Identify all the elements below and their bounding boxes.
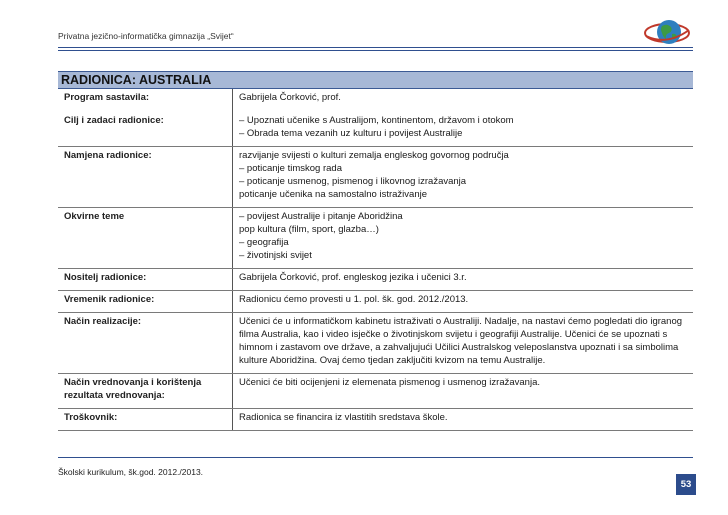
row-value-line: Učenici će biti ocijenjeni iz elemenata pismenog i usmenog izražavanja. xyxy=(239,377,540,388)
row-value-line: – Upoznati učenike s Australijom, kontinentom, državom i otokom xyxy=(239,115,514,126)
header-divider xyxy=(58,47,693,48)
row-label: Nositelj radionice: xyxy=(58,269,233,291)
table-row xyxy=(58,147,693,208)
row-value xyxy=(233,112,694,147)
row-value-line: Gabrijela Čorković, prof. engleskog jezika i učenici 3.r. xyxy=(239,272,467,283)
row-value xyxy=(233,291,694,313)
table-row xyxy=(58,269,693,291)
row-value xyxy=(233,269,694,291)
table-row xyxy=(58,374,693,409)
row-value-line: Radionica se financira iz vlastitih sredstava škole. xyxy=(239,412,448,423)
table-row xyxy=(58,291,693,313)
row-label: Način realizacije: xyxy=(58,313,233,374)
header-divider-secondary xyxy=(58,50,693,51)
workshop-title: RADIONICA: AUSTRALIA xyxy=(61,73,212,87)
row-label: Vremenik radionice: xyxy=(58,291,233,313)
table-row xyxy=(58,208,693,269)
row-value-line: – Obrada tema vezanih uz kulturu i povijest Australije xyxy=(239,128,463,139)
row-value xyxy=(233,313,694,374)
row-value-line: – poticanje usmenog, pismenog i likovnog izražavanja xyxy=(239,176,467,187)
table-row xyxy=(58,89,693,112)
row-value-line: Radionicu ćemo provesti u 1. pol. šk. god. 2012./2013. xyxy=(239,294,469,305)
row-label: Program sastavila: xyxy=(64,92,150,103)
table-row xyxy=(58,313,693,374)
row-value xyxy=(233,89,694,112)
row-value-line: poticanje učenika na samostalno istraživanje xyxy=(239,189,427,200)
row-value-line: Učenici će u informatičkom kabinetu istraživati o Australiji. Nadalje, na nastavi ćemo pogledati dio igranog filma Australia, kao i video isječke o životinjskom svijetu i geografiji Australije. Učenici će se upoznati s himnom i zastavom ove države, a zahvaljujući Učilici Australskog veleposlanstva upoznati i sa simbolima kulture Aboridžina. Ovaj ćemo tjedan zaključiti kvizom na temu Australije. xyxy=(239,316,683,366)
row-value-line: – životinjski svijet xyxy=(239,250,312,261)
row-value-line: – geografija xyxy=(239,237,289,248)
globe-logo-icon xyxy=(643,12,691,52)
row-value xyxy=(233,409,694,431)
row-label: Namjena radionice: xyxy=(58,147,233,208)
row-label: Troškovnik: xyxy=(58,409,233,431)
footer-divider xyxy=(58,457,693,458)
page-number: 53 xyxy=(676,474,696,495)
row-value xyxy=(233,208,694,269)
school-name: Privatna jezično-informatička gimnazija „Svijet“ xyxy=(58,31,234,41)
row-value xyxy=(233,147,694,208)
workshop-title-bar xyxy=(58,71,693,89)
row-label: Cilj i zadaci radionice: xyxy=(58,112,233,147)
row-value-line: Gabrijela Čorković, prof. xyxy=(239,92,341,103)
table-row xyxy=(58,112,693,147)
row-label: Način vrednovanja i korištenja rezultata vrednovanja: xyxy=(58,374,233,409)
row-value-line: – povijest Australije i pitanje Aboridžina xyxy=(239,211,403,222)
table-row xyxy=(58,409,693,431)
row-value-line: pop kultura (film, sport, glazba…) xyxy=(239,224,379,235)
row-value xyxy=(233,374,694,409)
workshop-details-table xyxy=(58,89,693,431)
footer-text: Školski kurikulum, šk.god. 2012./2013. xyxy=(58,467,204,477)
row-label: Okvirne teme xyxy=(58,208,233,269)
row-value-line: razvijanje svijesti o kulturi zemalja engleskog govornog područja xyxy=(239,150,509,161)
row-value-line: – poticanje timskog rada xyxy=(239,163,342,174)
